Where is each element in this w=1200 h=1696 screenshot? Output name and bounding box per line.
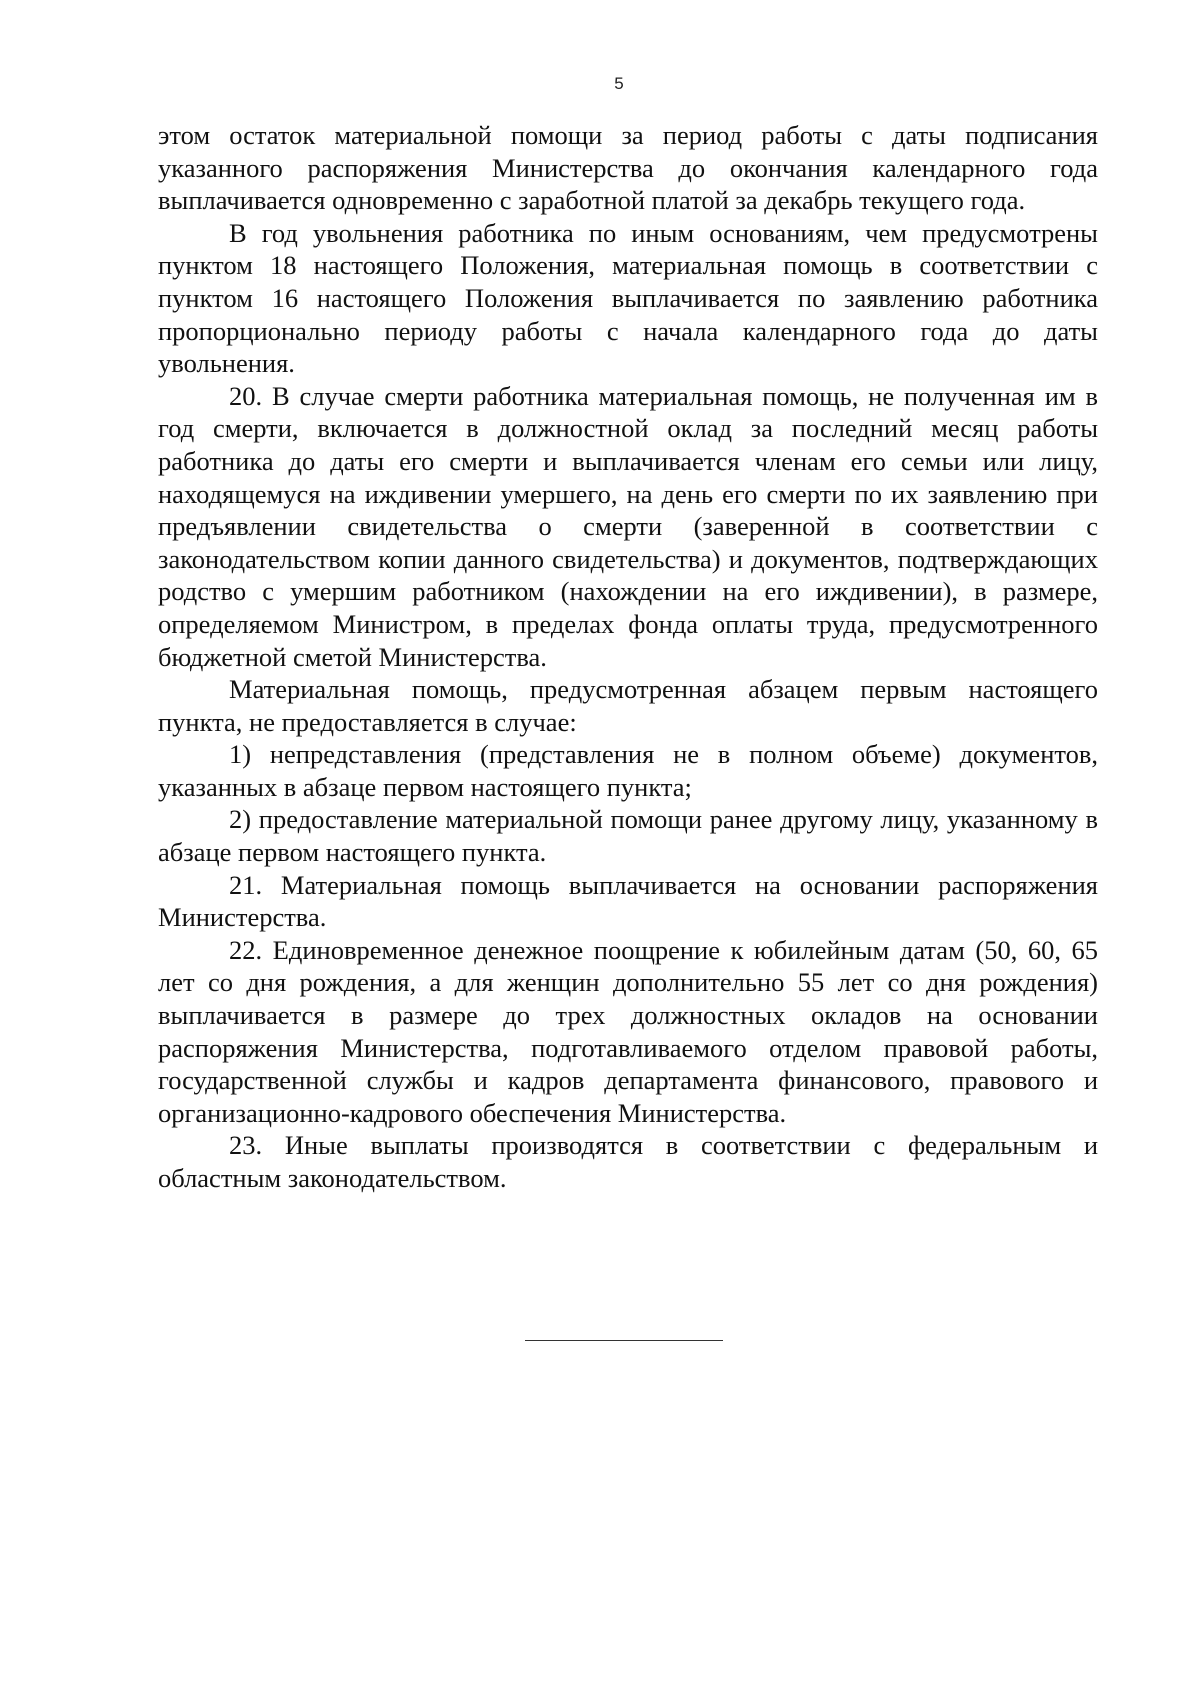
paragraph-subitem-2: 2) предоставление материальной помощи ранее другому лицу, указанному в абзаце первом настоящего пункта. [158, 804, 1098, 868]
paragraph-dismissal-assistance: В год увольнения работника по иным основаниям, чем предусмотрены пунктом 18 настоящего Положения, материальная помощь в соответствии с пунктом 16 настоящего Положения выплачивается по заявлению работника пропорционально периоду работы с начала календарного года до даты увольнения. [158, 217, 1098, 379]
paragraph-item-21: 21. Материальная помощь выплачивается на основании распоряжения Министерства. [158, 869, 1098, 933]
paragraph-item-23: 23. Иные выплаты производятся в соответствии с федеральным и областным законодательством. [158, 1130, 1098, 1193]
paragraph-assistance-not-provided: Материальная помощь, предусмотренная абзацем первым настоящего пункта, не предоставляется в случае: [158, 674, 1098, 737]
end-of-document-rule [525, 1340, 723, 1341]
paragraph-item-22: 22. Единовременное денежное поощрение к юбилейным датам (50, 60, 65 лет со дня рождения, а для женщин дополнительно 55 лет со дня рождения) выплачивается в размере до трех должностных окладов на основании распоряжения Министерства, подготавливаемого отделом правовой работы, государственной службы и кадров департамента финансового, правового и организационно-кадрового обеспечения Министерства. [158, 934, 1098, 1128]
paragraph-subitem-1: 1) непредставления (представления не в полном объеме) документов, указанных в абзаце первом настоящего пункта; [158, 739, 1098, 802]
paragraph-item-20: 20. В случае смерти работника материальная помощь, не полученная им в год смерти, включается в должностной оклад за последний месяц работы работника до даты его смерти и выплачивается членам его семьи или лицу, находящемуся на иждивении умершего, на день его смерти по их заявлению при предъявлении свидетельства о смерти (заверенной в соответствии с законодательством копии данного свидетельства) и документов, подтверждающих родство с умершим работником (нахождении на его иждивении), в размере, определяемом Министром, в пределах фонда оплаты труда, предусмотренного бюджетной сметой Министерства. [158, 380, 1098, 672]
page-number: 5 [614, 74, 624, 93]
paragraph-continuation: этом остаток материальной помощи за период работы с даты подписания указанного распоряжения Министерства до окончания календарного года выплачивается одновременно с заработной платой за декабрь текущего года. [158, 120, 1098, 216]
document-body [158, 119, 1098, 1195]
